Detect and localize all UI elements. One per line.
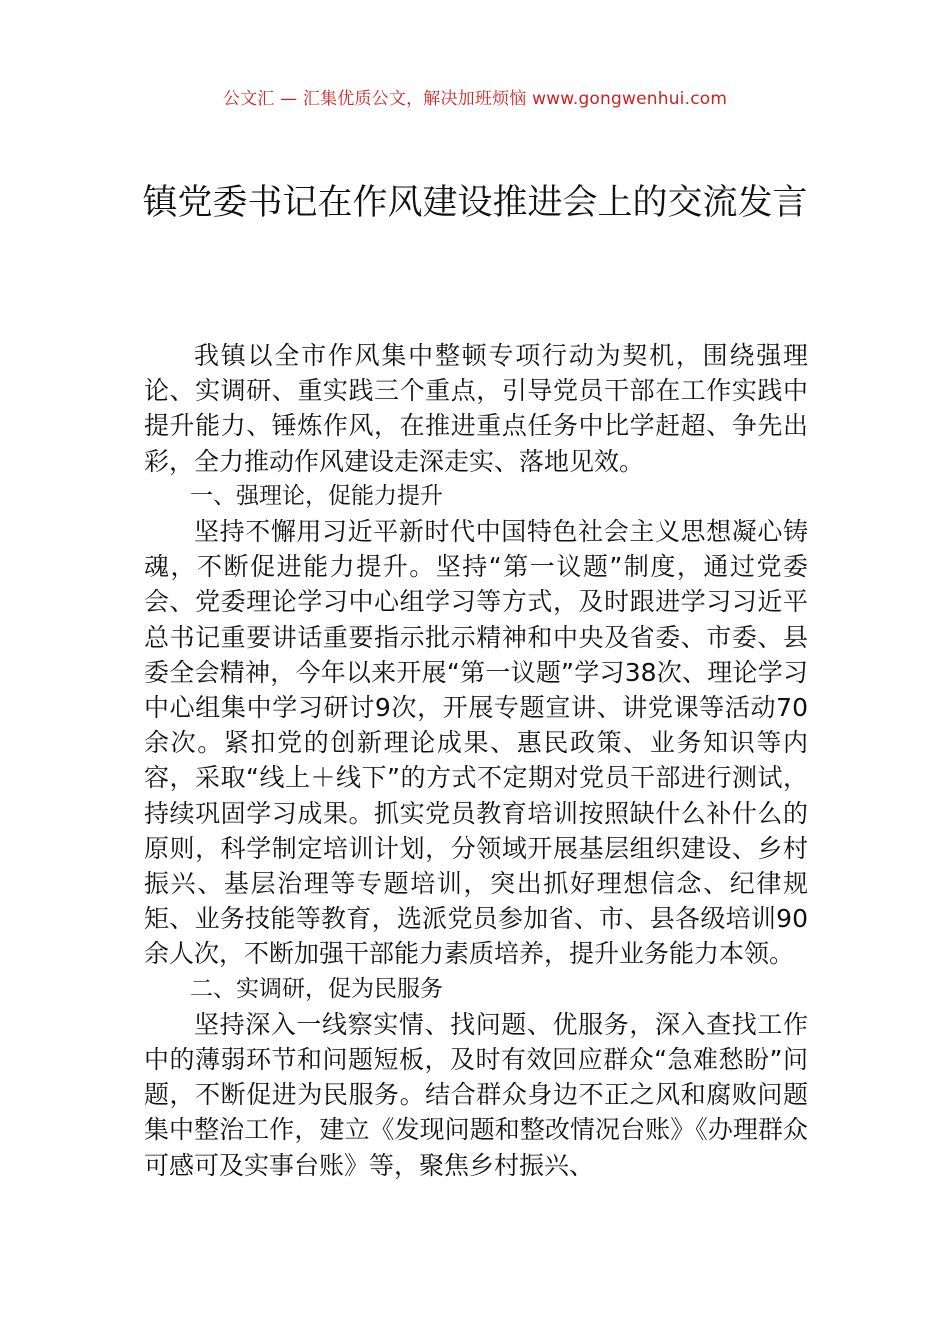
header-banner[interactable]: 公文汇 — 汇集优质公文，解决加班烦恼 www.gongwenhui.com [222, 89, 728, 109]
paragraph-section-2: 坚持深入一线察实情、找问题、优服务，深入查找工作中的薄弱环节和问题短板，及时有效回应群众“急难愁盼”问题，不断促进为民服务。结合群众身边不正之风和腐败问题集中整治工作，建立《发现问题和整改情况台账》《办理群众可感可及实事台账》等，聚焦乡村振兴、 [144, 1009, 808, 1180]
paragraph-section-1: 坚持不懈用习近平新时代中国特色社会主义思想凝心铸魂，不断促进能力提升。坚持“第一议题”制度，通过党委会、党委理论学习中心组学习等方式，及时跟进学习习近平总书记重要讲话重要指示批示精神和中央及省委、市委、县委全会精神，今年以来开展“第一议题”学习38次、理论学习中心组集中学习研讨9次，开展专题宣讲、讲党课等活动70余次。紧扣党的创新理论成果、惠民政策、业务知识等内容，采取“线上＋线下”的方式不定期对党员干部进行测试，持续巩固学习成果。抓实党员教育培训按照缺什么补什么的原则，科学制定培训计划，分领域开展基层组织建设、乡村振兴、基层治理等专题培训，突出抓好理想信念、纪律规矩、业务技能等教育，选派党员参加省、市、县各级培训90余人次，不断加强干部能力素质培养，提升业务能力本领。 [144, 517, 808, 969]
document-title: 镇党委书记在作风建设推进会上的交流发言 [142, 183, 808, 223]
document-body [144, 338, 808, 1183]
section-heading-1: 一、强理论，促能力提升 [190, 482, 443, 509]
paragraph-intro: 我镇以全市作风集中整顿专项行动为契机，围绕强理论、实调研、重实践三个重点，引导党员干部在工作实践中提升能力、锤炼作风，在推进重点任务中比学赶超、争先出彩，全力推动作风建设走深走实、落地见效。 [144, 341, 808, 476]
section-heading-2: 二、实调研，促为民服务 [190, 975, 443, 1002]
